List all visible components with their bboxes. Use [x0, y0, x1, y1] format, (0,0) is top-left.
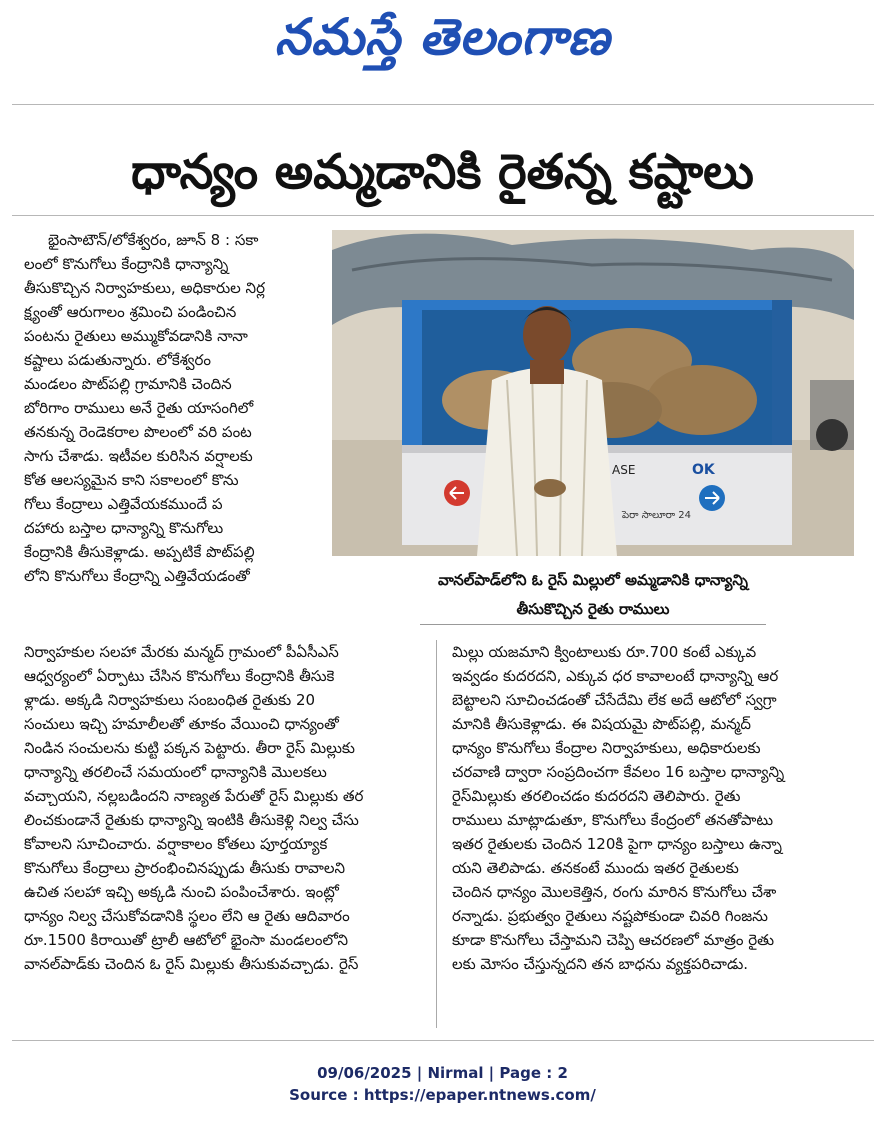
text-line: కొనుగోలు కేంద్రాలు ప్రారంభించినప్పుడు తీసుకు రావాలని	[24, 859, 346, 877]
caption-line: తీసుకొచ్చిన రైతు రాములు	[516, 600, 670, 618]
caption-line: వానల్‌పాడ్‌లోని ఓ రైస్ మిల్లులో అమ్మడానికి ధాన్యాన్ని	[437, 571, 749, 589]
text-line: కోవాలని సూచించారు. వర్షాకాలం కోతలు పూర్తయ్యాక	[24, 835, 328, 853]
text-line: నిండిన సంచులను కుట్టి పక్కన పెట్టారు. తీరా రైస్ మిల్లుకు	[24, 739, 355, 757]
text-line: యని తెలిపాడు. తనకంటే ముందు ఇతర రైతులకు	[452, 859, 739, 877]
text-line: రైస్‌మిల్లుకు తరలించడం కుదరదని తెలిపారు. రైతు	[452, 787, 741, 805]
text-line: తనకున్న రెండెకరాల పొలంలో వరి పంట	[24, 423, 252, 441]
source-link[interactable]: Source : https://epaper.ntnews.com/	[289, 1086, 596, 1104]
article-headline: ధాన్యం అమ్మడానికి రైతన్న కష్టాలు	[131, 144, 754, 200]
truck-plate-text: పెరా సాలూరా 24	[622, 510, 692, 521]
text-line: లంలో కొనుగోలు కేంద్రానికి ధాన్యాన్ని	[24, 255, 229, 273]
text-line: మండలం పొట్‌పల్లి గ్రామానికి చెందిన	[24, 375, 232, 393]
text-line: కోత ఆలస్యమైన కాని సకాలంలో కొను	[24, 471, 239, 489]
edition-info: 09/06/2025 | Nirmal | Page : 2	[317, 1064, 568, 1082]
page-footer	[0, 1062, 885, 1106]
text-line: రాములు మాట్లాడుతూ, కొనుగోలు కేంద్రంలో తనతోపాటు	[452, 811, 774, 829]
article-column-right	[452, 640, 856, 976]
text-line: వానల్‌పాడ్‌కు చెందిన ఓ రైస్ మిల్లుకు తీసుకువచ్చాడు. రైస్	[24, 955, 359, 973]
text-line: ఇవ్వడం కుదరదని, ఎక్కువ ధర కావాలంటే ధాన్యాన్ని ఆర	[452, 667, 779, 685]
text-line: వచ్చాయని, నల్లబడిందని నాణ్యత పేరుతో రైస్ మిల్లుకు తర	[24, 787, 364, 805]
text-line: ఉచిత సలహా ఇచ్చి అక్కడి నుంచి పంపించేశారు. ఇంట్లో	[24, 883, 339, 901]
article-column-bottom-left	[24, 640, 422, 976]
text-line: మిల్లు యజమాని క్వింటాలుకు రూ.700 కంటే ఎక్కువ	[452, 643, 757, 661]
text-line: ఇతర రైతులకు చెందిన 120కి పైగా ధాన్యం బస్తాలు ఉన్నా	[452, 835, 782, 853]
text-line: కూడా కొనుగోలు చేస్తామని చెప్పి ఆచరణలో మాత్రం రైతు	[452, 931, 775, 949]
text-line: బెట్టాలని సూచించడంతో చేసేదేమి లేక అదే ఆటోలో స్వగ్రా	[452, 691, 777, 709]
text-line: సంచులు ఇచ్చి హమాలీలతో తూకం వేయించి ధాన్యంతో	[24, 715, 339, 733]
photo-caption	[332, 566, 854, 624]
text-line: దహారు బస్తాల ధాన్యాన్ని కొనుగోలు	[24, 519, 224, 537]
text-line: పంటను రైతులు అమ్ముకోవడానికి నానా	[24, 327, 248, 345]
text-line: లోని కొనుగోలు కేంద్రాన్ని ఎత్తివేయడంతో	[24, 567, 250, 585]
newspaper-logo: నమస్తే తెలంగాణ	[274, 8, 611, 66]
truck-sign-left: ASE	[612, 463, 636, 477]
text-line: క్ష్యంతో ఆరుగాలం శ్రమించి పండించిన	[24, 303, 237, 321]
truck-sign-right: OK	[692, 462, 715, 478]
article-photo	[332, 230, 854, 556]
masthead-rule	[12, 104, 874, 105]
masthead	[0, 0, 885, 80]
article-column-left	[24, 228, 324, 588]
caption-rule	[420, 624, 766, 625]
text-line: చెందిన ధాన్యం మొలకెత్తిన, రంగు మారిన కొనుగోలు చేశా	[452, 883, 777, 901]
headline-rule	[12, 215, 874, 216]
text-line: లించకుండానే రైతుకు ధాన్యాన్ని ఇంటికి తీసుకెళ్లి నిల్వ చేసు	[24, 811, 359, 829]
text-line: కేంద్రానికి తీసుకెళ్లాడు. అప్పటికే పొట్‌పల్లి	[24, 543, 255, 561]
text-line: ఆధ్వర్యంలో ఏర్పాటు చేసిన కొనుగోలు కేంద్రానికి తీసుకె	[24, 667, 335, 685]
text-line: కష్టాలు పడుతున్నారు. లోకేశ్వరం	[24, 351, 212, 369]
text-line: నిర్వాహకుల సలహా మేరకు మన్మద్ గ్రామంలో పీఏసీఎస్	[24, 643, 339, 661]
text-line: బోరిగాం రాములు అనే రైతు యాసంగిలో	[24, 399, 254, 417]
text-line: భైంసాటౌన్/లోకేశ్వరం, జూన్ 8 : సకా	[48, 231, 259, 249]
text-line: ధాన్యాన్ని తరలించే సమయంలో ధాన్యానికి మొలకలు	[24, 763, 327, 781]
text-line: చరవాణి ద్వారా సంప్రదించగా కేవలం 16 బస్తాల ధాన్యాన్ని	[452, 763, 785, 781]
text-line: గోలు కేంద్రాలు ఎత్తివేయకముందే ప	[24, 495, 223, 513]
text-line: తీసుకొచ్చిన నిర్వాహకులు, అధికారుల నిర్ల	[24, 279, 265, 297]
text-line: ళ్లాడు. అక్కడి నిర్వాహకులు సంబంధిత రైతుకు 20	[24, 691, 316, 709]
text-line: రన్నాడు. ప్రభుత్వం రైతులు నష్టపోకుండా చివరి గింజను	[452, 907, 768, 925]
text-line: రూ.1500 కిరాయితో ట్రాలీ ఆటోలో భైంసా మండలంలోని	[24, 931, 349, 949]
footer-rule	[12, 1040, 874, 1041]
text-line: మానికి తీసుకెళ్లాడు. ఈ విషయమై పొట్‌పల్లి, మన్మద్	[452, 715, 751, 733]
text-line: ధాన్యం కొనుగోలు కేంద్రాల నిర్వాహకులు, అధికారులకు	[452, 739, 761, 757]
farmer-truck-illustration	[332, 230, 854, 556]
text-line: లకు మోసం చేస్తున్నదని తన బాధను వ్యక్తపరిచాడు.	[452, 955, 749, 973]
text-line: సాగు చేశాడు. ఇటీవల కురిసిన వర్షాలకు	[24, 447, 253, 465]
text-line: ధాన్యం నిల్వ చేసుకోవడానికి స్థలం లేని ఆ రైతు ఆదివారం	[24, 907, 350, 925]
column-divider	[436, 640, 437, 1028]
